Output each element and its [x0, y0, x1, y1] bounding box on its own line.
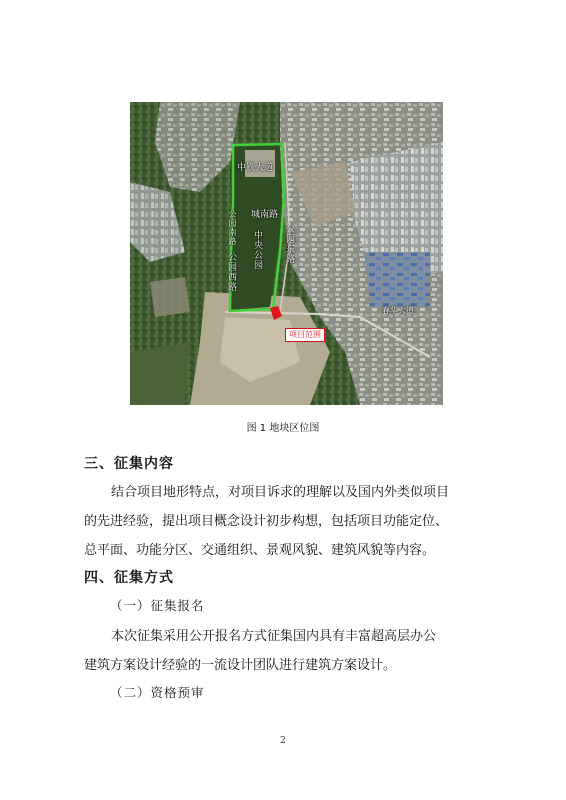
project-area-tag: 项目范围 — [285, 328, 325, 342]
map-label-road-south: 公园南路 — [228, 210, 237, 246]
map-label-road-inner: 城南路 — [251, 210, 279, 220]
section-heading-content: 三、征集内容 — [84, 456, 174, 472]
paragraph-line: 的先进经验，提出项目概念设计初步构想，包括项目功能定位、 — [84, 514, 449, 529]
map-label-road-east: 公园东路 — [284, 224, 294, 264]
map-label-road-top: 中铁大道 — [237, 163, 274, 173]
subsection-heading-registration: （一）征集报名 — [110, 598, 205, 613]
map-label-road-west: 公园西路 — [226, 252, 236, 292]
location-map-figure — [130, 102, 443, 405]
paragraph-line: 结合项目地形特点，对项目诉求的理解以及国内外类似项目 — [111, 485, 450, 500]
figure-caption: 图 1 地块区位图 — [246, 423, 320, 434]
paragraph-line: 总平面、功能分区、交通组织、景观风貌、建筑风貌等内容。 — [84, 543, 436, 558]
map-label-road-right: 春华大道 — [382, 306, 414, 315]
map-label-central-park: 中央公园 — [252, 230, 262, 270]
page-number: 2 — [280, 736, 286, 746]
paragraph-line: 建筑方案设计经验的一流设计团队进行建筑方案设计。 — [84, 658, 397, 673]
section-heading-method: 四、征集方式 — [84, 570, 174, 586]
paragraph-line: 本次征集采用公开报名方式征集国内具有丰富超高层办公 — [111, 629, 437, 644]
subsection-heading-prequalification: （二）资格预审 — [110, 685, 205, 700]
